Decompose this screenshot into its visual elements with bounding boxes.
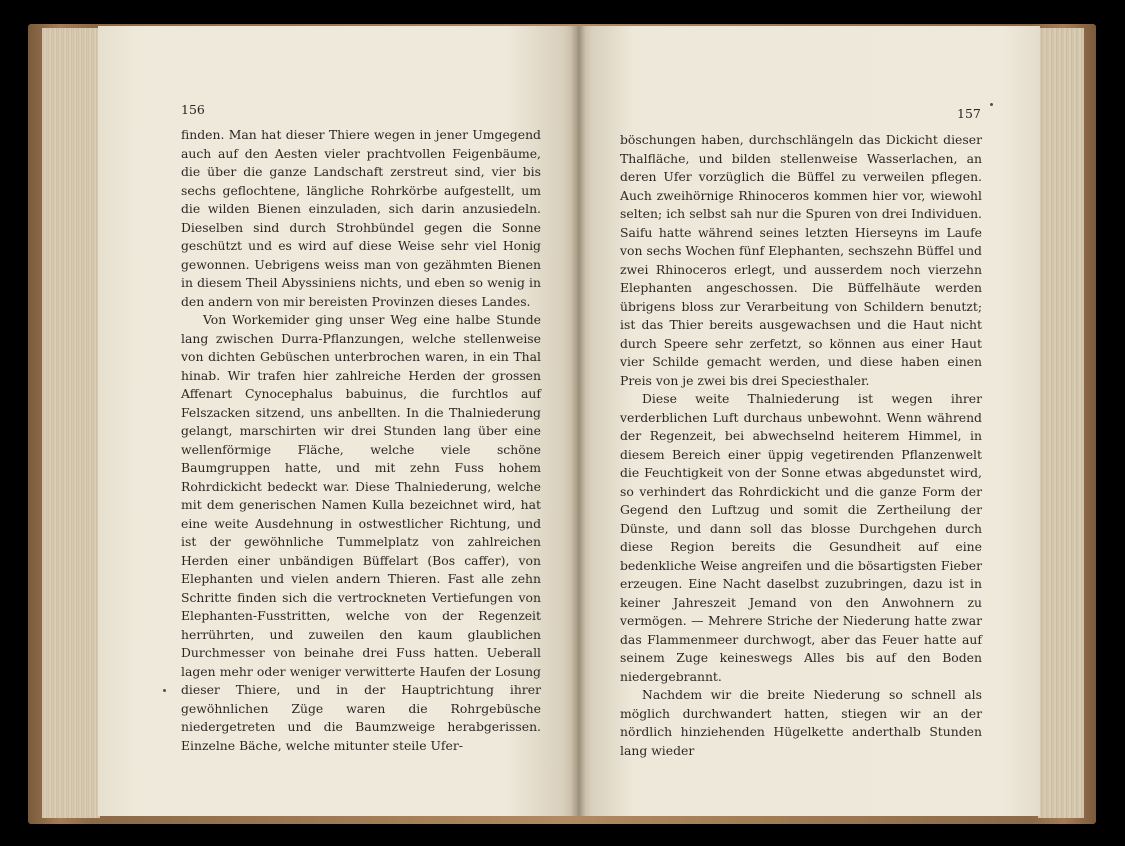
page-edges-left	[42, 28, 100, 818]
left-page-text	[181, 126, 541, 755]
paragraph: Von Workemider ging unser Weg eine halbe Stunde lang zwischen Durra-Pflanzungen, welche stellenweise von dichten Gebüschen unterbrochen waren, in ein Thal hinab. Wir trafen hier zahlreiche Herden der grossen Affenart Cynocephalus babuinus, die furchtlos auf Felszacken sitzend, uns anbellten. In die Thalniederung gelangt, marschirten wir drei Stunden lang über eine wellenförmige Fläche, welche viele schöne Baumgruppen hatte, und mit zehn Fuss hohem Rohrdickicht bedeckt war. Diese Thalniederung, welche mit dem generischen Namen Kulla bezeichnet wird, hat eine weite Ausdehnung in ostwestlicher Richtung, und ist der gewöhnliche Tummelplatz von zahlreichen Herden einer unbändigen Büffelart (Bos caffer), von Elephanten und vielen andern Thieren. Fast alle zehn Schritte finden sich die vertrockneten Vertiefungen von Elephanten-Fusstritten, welche von der Regenzeit herrührten, und zuweilen den kaum glaublichen Durchmesser von beinahe drei Fuss hatten. Ueberall lagen mehr oder weniger verwitterte Haufen der Losung dieser Thiere, und in der Hauptrichtung ihrer gewöhnlichen Züge waren die Rohrgebüsche niedergetreten und die Baumzweige herabgerissen. Einzelne Bäche, welche mitunter steile Ufer-	[181, 312, 541, 753]
paper-speck	[990, 103, 993, 106]
book-gutter	[570, 26, 586, 816]
paper-speck	[163, 689, 166, 692]
page-number-right: 157	[957, 106, 981, 121]
page-edges-right	[1038, 28, 1084, 818]
paragraph: böschungen haben, durchschlängeln das Dickicht dieser Thalfläche, und bilden stellenweise Wasserlachen, an deren Ufer vorzüglich die Büffel zu verweilen pflegen. Auch zweihörnige Rhinoceros kommen hier vor, wiewohl selten; ich selbst sah nur die Spuren von drei Individuen. Saifu hatte während seines letzten Hierseyns im Laufe von sechs Wochen fünf Elephanten, sechszehn Büffel und zwei Rhinoceros erlegt, und ausserdem noch vierzehn Elephanten angeschossen. Die Büffelhäute werden übrigens bloss zur Verarbeitung von Schildern benutzt; ist das Thier bereits ausgewachsen und die Haut nicht durch Speere sehr zerfetzt, so können aus einer Haut vier Schilde gemacht werden, und diese haben einen Preis von je zwei bis drei Speciesthaler.	[620, 132, 982, 388]
paragraph: Diese weite Thalniederung ist wegen ihrer verderblichen Luft durchaus unbewohnt. Wenn während der Regenzeit, bei abwechselnd heiterem Himmel, in diesem Bereich einer üppig vegetirenden Pflanzenwelt die Feuchtigkeit von der Sonne etwas abgedunstet wird, so verhindert das Rohrdickicht und die ganze Form der Gegend den Luftzug und somit die Zertheilung der Dünste, und dann soll das blosse Durchgehen durch diese Region bereits die Gesundheit auf eine bedenkliche Weise angreifen und die bösartigsten Fieber erzeugen. Eine Nacht daselbst zuzubringen, dazu ist in keiner Jahreszeit Jemand von den Anwohnern zu vermögen. — Mehrere Striche der Niederung hatte zwar das Flammenmeer durchwogt, aber das Feuer hatte auf seinem Zuge keineswegs Alles bis auf den Boden niedergebrannt.	[620, 391, 982, 684]
paragraph: Nachdem wir die breite Niederung so schnell als möglich durchwandert hatten, stiegen wir an der nördlich hinziehenden Hügelkette anderthalb Stunden lang wieder	[620, 687, 982, 758]
right-page-text	[620, 131, 982, 760]
page-number-left: 156	[181, 102, 205, 117]
paragraph: finden. Man hat dieser Thiere wegen in jener Umgegend auch auf den Aesten vieler prachtvollen Feigenbäume, die über die ganze Landschaft zerstreut sind, vier bis sechs geflochtene, längliche Rohrkörbe aufgestellt, um die wilden Bienen einzuladen, sich darin anzusiedeln. Dieselben sind durch Strohbündel gegen die Sonne geschützt und es wird auf diese Weise sehr viel Honig gewonnen. Uebrigens weiss man von gezähmten Bienen in diesem Theil Abyssiniens nichts, und eben so wenig in den andern von mir bereisten Provinzen dieses Landes.	[181, 127, 541, 309]
